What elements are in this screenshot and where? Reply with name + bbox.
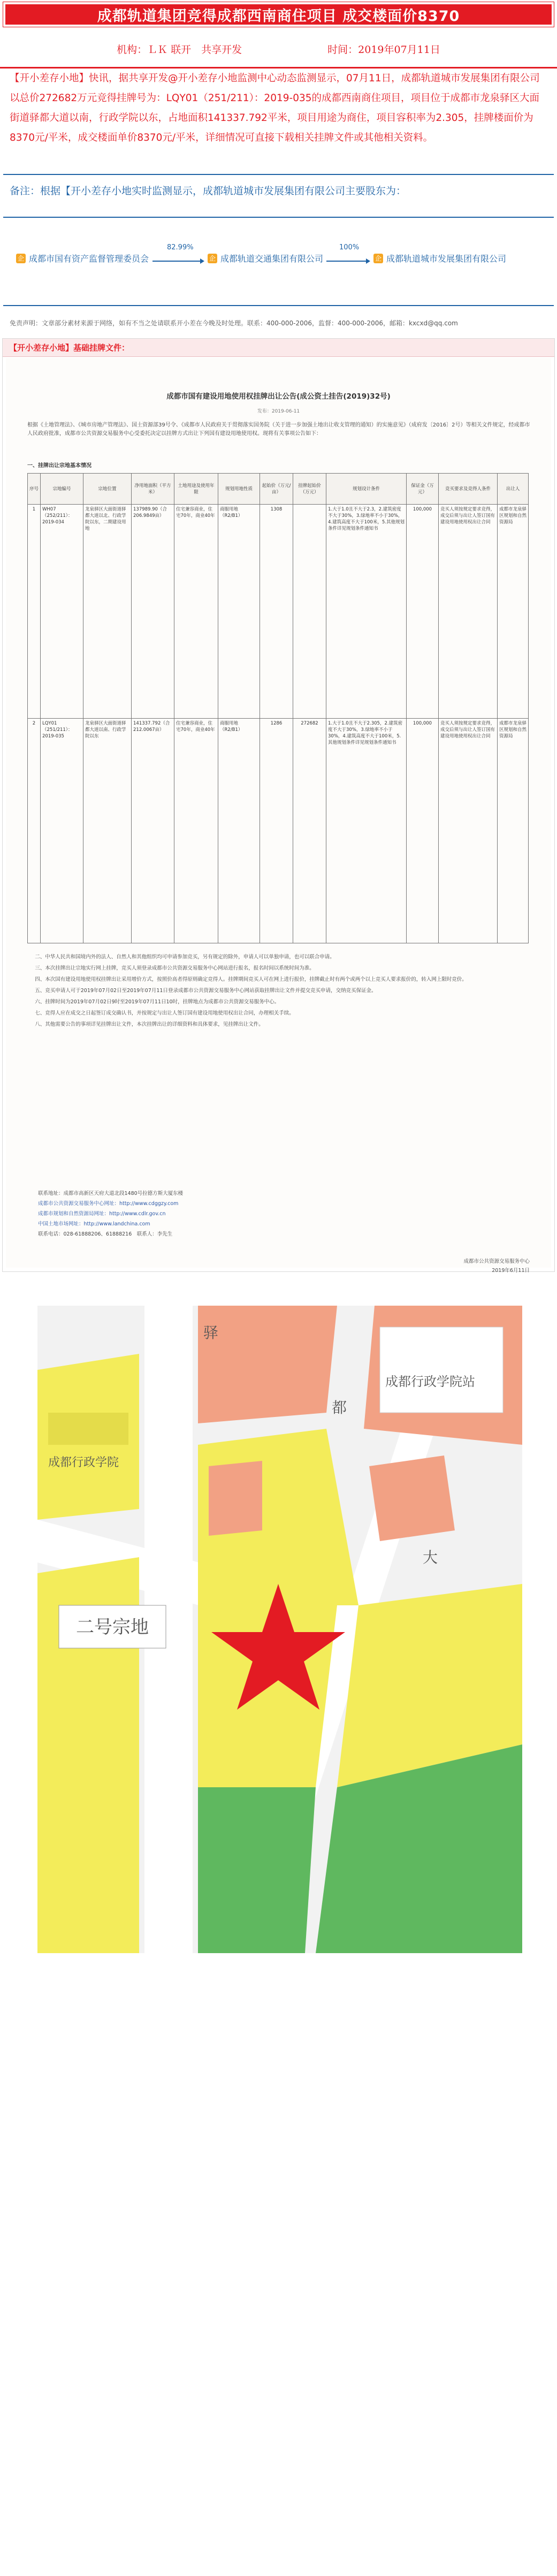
parcel-commercial	[209, 1461, 262, 1536]
arrow-icon	[326, 256, 369, 262]
agency-label: 机构：ＬＫ 联开 共享开发	[117, 44, 242, 56]
document-header: 【开小差存小地】基础挂牌文件：	[3, 339, 554, 357]
table-cell: 龙泉驿区大面街道驿都大道以南、行政学院以东	[83, 719, 132, 943]
share-percent-2: 100%	[339, 243, 360, 251]
table-cell: 100,000	[407, 719, 439, 943]
company-icon: 企	[373, 254, 383, 263]
map-block	[48, 1413, 128, 1445]
note-paragraph: 七、竞得人应在成交之日起签订成交确认书，并按规定与出让人签订国有建设用地使用权出让合同，办理相关手续。	[35, 1010, 294, 1016]
shareholder-node-2[interactable]	[208, 252, 323, 264]
section-heading: 一、挂牌出让宗地基本情况	[27, 463, 91, 469]
table-header: 规划设计条件	[326, 474, 407, 505]
note-paragraph: 六、挂牌时间为2019年07月02日9时至2019年07月11日10时，挂牌地点为成都市公共资源交易服务中心。	[35, 999, 280, 1005]
land-table	[27, 473, 529, 943]
note-paragraph: 五、竞买申请人可于2019年07月02日至2019年07月11日登录成都市公共资源交易服务中心网站获取挂牌出让文件并提交竞买申请，交纳竞买保证金。	[35, 988, 377, 994]
company-icon: 企	[16, 254, 26, 263]
table-cell: 2	[28, 719, 41, 943]
divider	[3, 174, 554, 175]
contact-link[interactable]: 中国土地市场网址：http://www.landchina.com	[38, 1221, 150, 1227]
contact-link[interactable]: 成都市公共资源交易服务中心网址：http://www.cdggzy.com	[38, 1201, 179, 1207]
signoff-org: 成都市公共资源交易服务中心	[463, 1259, 530, 1264]
document-paper	[6, 358, 551, 1274]
table-cell: 1308	[260, 505, 293, 719]
signoff	[463, 1257, 530, 1275]
shareholder-chain	[16, 243, 540, 276]
table-cell: 竞买人须按规定要求竞得，成交后须与出让人签订国有建设用地使用权出让合同	[439, 719, 498, 943]
remark-text: 备注：根据【开小差存小地实时监测显示，成都轨道城市发展集团有限公司主要股东为：	[10, 185, 407, 197]
table-cell: 137989.90（合206.9849亩）	[132, 505, 174, 719]
meta-line	[0, 31, 557, 68]
shareholder-name-1: 成都市国有资产监督管理委员会	[29, 254, 149, 264]
contact-block	[38, 1188, 520, 1239]
document-panel	[2, 338, 555, 1272]
shareholder-name-3: 成都轨道城市发展集团有限公司	[386, 254, 507, 264]
table-cell: 商服用地（R2/B1）	[218, 719, 260, 943]
map-label: 成都行政学院站	[385, 1374, 475, 1389]
site-map-svg	[37, 1306, 522, 1953]
table-header: 出让人	[498, 474, 529, 505]
table-cell: WH07（252/211）：2019-034	[41, 505, 83, 719]
note-paragraph: 二、中华人民共和国境内外的法人、自然人和其他组织均可申请参加竞买，另有规定的除外，申请人可以单独申请，也可以联合申请。	[35, 954, 335, 960]
title-bar	[3, 2, 554, 27]
table-cell: 1	[28, 505, 41, 719]
document-notes	[27, 953, 530, 1032]
note-paragraph: 三、本次挂牌出让宗地实行网上挂牌，竞买人须登录成都市公共资源交易服务中心网站进行报名，报名时间以系统时间为准。	[35, 965, 315, 971]
road-label: 驿	[203, 1324, 219, 1342]
road-label: 大	[423, 1549, 438, 1566]
table-cell: 1286	[260, 719, 293, 943]
company-icon: 企	[208, 254, 217, 263]
arrow-icon	[152, 256, 203, 262]
share-percent-1: 82.99%	[167, 243, 194, 251]
table-header: 序号	[28, 474, 41, 505]
table-cell: 商服用地（R2/B1）	[218, 505, 260, 719]
table-cell: 竞买人须按规定要求竞得，成交后须与出让人签订国有建设用地使用权出让合同	[439, 505, 498, 719]
table-cell: 272682	[293, 719, 326, 943]
note-paragraph: 八、其他需要公告的事项详见挂牌出让文件，本次挂牌出让的详细资料和具体要求，见挂牌出让文件。	[35, 1022, 264, 1027]
table-cell: LQY01（251/211）：2019-035	[41, 719, 83, 943]
table-cell: 成都市龙泉驿区规划和自然资源局	[498, 505, 529, 719]
disclaimer: 免责声明：文章部分素材来源于网络，如有不当之处请联系开小差在今晚及时处理。联系：400-000-2006，监督：400-000-2006，邮箱：kxcxd@qq.com	[10, 319, 458, 327]
table-header: 挂牌起始价（万元）	[293, 474, 326, 505]
parcel-commercial	[198, 1306, 337, 1423]
table-header: 规划用地性质	[218, 474, 260, 505]
page-title: 成都轨道集团竞得成都西南商住项目 成交楼面价8370	[97, 7, 460, 25]
table-row	[28, 719, 529, 943]
map-label: 成都行政学院	[48, 1456, 119, 1469]
lead-paragraph: 【开小差存小地】快讯，据共享开发@开小差存小地监测中心动态监测显示，07月11日，成都轨道城市发展集团有限公司以总价272682万元竞得挂牌号为：LQY01（251/211）：2019-035的成都西南商住项目，项目位于成都市龙泉驿区大面街道驿都大道以南，行政学院以东，占地面积141337.792平米，项目用途为商住，项目容积率为2.305，挂牌楼面价为8370元/平米，成交楼面单价8370元/平米，详细情况可直接下载相关挂牌文件或其他相关资料。	[10, 73, 540, 143]
site-label: 二号宗地	[76, 1617, 149, 1638]
table-header: 宗地位置	[83, 474, 132, 505]
contact-link[interactable]: 成都市规划和自然资源局网址：http://www.cdlr.gov.cn	[38, 1211, 166, 1217]
document-date: 发布：2019-06-11	[257, 409, 300, 414]
time-label: 时间：2019年07月11日	[327, 44, 440, 56]
table-cell	[293, 505, 326, 719]
table-header-row	[28, 474, 529, 505]
table-header: 保证金（万元）	[407, 474, 439, 505]
shareholder-name-2: 成都轨道交通集团有限公司	[220, 254, 324, 264]
table-cell: 住宅兼容商业，住宅70年，商业40年	[174, 719, 218, 943]
road-label: 都	[332, 1399, 347, 1416]
map-block	[380, 1327, 503, 1413]
document-intro: 根据《土地管理法》、《城市房地产管理法》、国土资源部39号令、《成都市人民政府关于贯彻落实国务院（关于进一步加强土地出让收支管理的通知）的实施意见》（成府发〔2016〕2号）等相关文件规定，经成都市人民政府批准，成都市公共资源交易服务中心受委托决定以挂牌方式出让下列国有建设用地使用权。现将有关事项公告如下：	[27, 422, 530, 437]
table-cell: 1.大于1.0且不大于2.3，2.建筑密度不大于30%，3.绿地率不小于30%，4.建筑高度不大于100米，5.其他规划条件详见规划条件通知书	[326, 505, 407, 719]
shareholder-node-1[interactable]	[16, 252, 149, 264]
site-map	[37, 1306, 522, 1953]
divider	[3, 305, 554, 306]
table-header: 净用地面积（平方米）	[132, 474, 174, 505]
table-cell: 141337.792（合212.0067亩）	[132, 719, 174, 943]
table-header: 宗地编号	[41, 474, 83, 505]
contact-address: 联系地址：成都市高新区天府大道北段1480号拉德方斯大厦东楼	[38, 1191, 184, 1196]
table-header: 土地用途及使用年限	[174, 474, 218, 505]
document-title: 成都市国有建设用地使用权挂牌出让公告(成公资土挂告(2019)32号)	[166, 392, 391, 401]
parcel-commercial	[369, 1455, 455, 1541]
divider	[3, 217, 554, 218]
signoff-date: 2019年6月11日	[492, 1268, 530, 1274]
note-paragraph: 四、本次国有建设用地使用权挂牌出让采用增价方式，按照价高者得原则确定竞得人。挂牌期间竞买人可在网上进行报价，挂牌截止时有两个或两个以上竞买人要求报价的，转入网上限时竞价。	[35, 977, 467, 982]
table-cell: 1.大于1.0且不大于2.305，2.建筑密度不大于30%，3.绿地率不小于30%，4.建筑高度不大于100米，5.其他规划条件详见规划条件通知书	[326, 719, 407, 943]
table-cell: 住宅兼容商业，住宅70年，商业40年	[174, 505, 218, 719]
table-header: 竞买要求及竞得人条件	[439, 474, 498, 505]
shareholder-node-3[interactable]	[373, 252, 506, 264]
contact-phone: 联系电话：028-61888206、61888216 联系人：李先生	[38, 1231, 173, 1237]
table-cell: 龙泉驿区大面街道驿都大道以北、行政学院以东，二期建设用地	[83, 505, 132, 719]
table-cell: 成都市龙泉驿区规划和自然资源局	[498, 719, 529, 943]
parcel-greenspace	[198, 1787, 316, 1953]
table-cell: 100,000	[407, 505, 439, 719]
table-header: 起始价（万元/亩）	[260, 474, 293, 505]
table-row	[28, 505, 529, 719]
